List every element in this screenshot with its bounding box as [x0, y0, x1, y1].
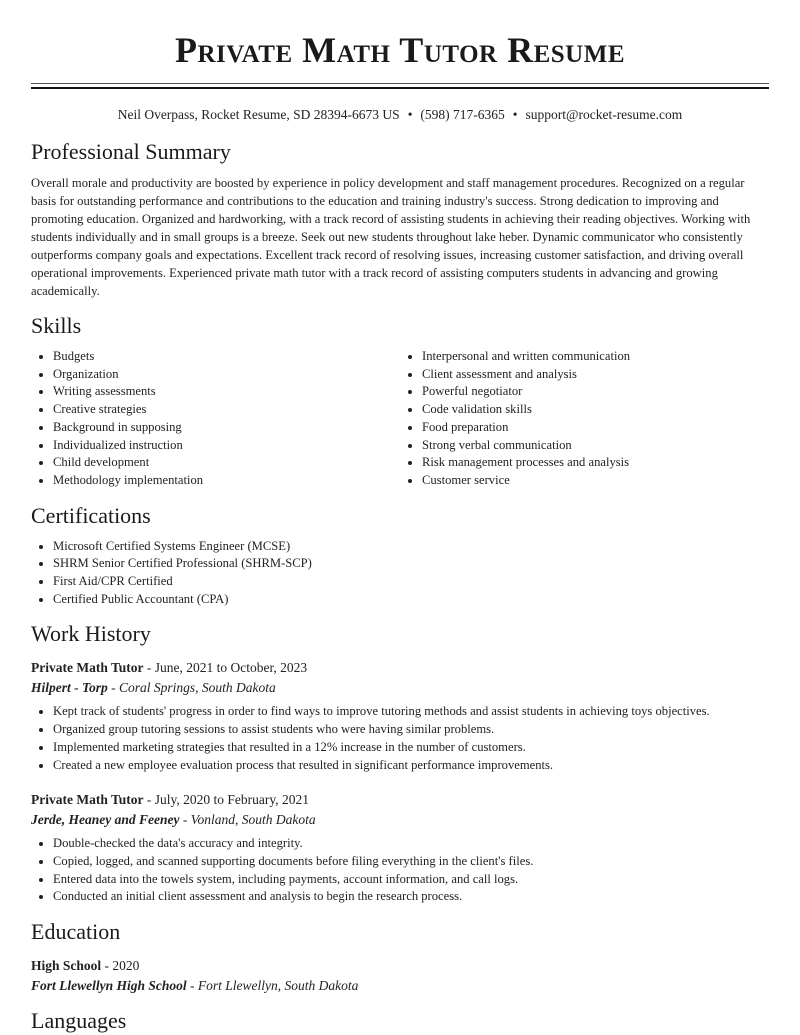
skill-item: • Organization — [53, 366, 400, 384]
skill-item: • Writing assessments — [53, 383, 400, 401]
section-education — [31, 918, 769, 995]
job-bullet: • Double-checked the data's accuracy and integrity. — [53, 835, 769, 853]
job-dates: - July, 2020 to February, 2021 — [143, 792, 309, 808]
job-company-line — [31, 678, 769, 698]
job-bullet: • Organized group tutoring sessions to assist students who were having similar problems. — [53, 721, 769, 739]
skill-item: • Budgets — [53, 348, 400, 366]
contact-line — [31, 106, 769, 124]
skills-columns — [31, 348, 769, 490]
section-certifications — [31, 502, 769, 609]
skill-item: • Methodology implementation — [53, 472, 400, 490]
job-bullet: • Conducted an initial client assessment and analysis to begin the research process. — [53, 888, 769, 906]
job-title: Private Math Tutor — [31, 660, 144, 676]
skills-list-right — [400, 348, 769, 490]
section-heading: Skills — [31, 313, 82, 338]
skill-item: • Food preparation — [422, 419, 769, 437]
section-heading: Work History — [31, 621, 151, 647]
job-bullet: • Created a new employee evaluation process that resulted in significant performance improvements. — [53, 757, 769, 775]
contact-phone: (598) 717-6365 — [420, 107, 505, 122]
job-bullet: • Implemented marketing strategies that resulted in a 12% increase in the number of customers. — [53, 739, 769, 757]
skill-item: • Customer service — [422, 472, 769, 490]
contact-address: Neil Overpass, Rocket Resume, SD 28394-6673 US — [117, 107, 400, 122]
job-bullets — [31, 703, 769, 774]
job-dates: - June, 2021 to October, 2023 — [143, 660, 308, 676]
section-heading: Languages — [31, 1008, 127, 1034]
summary-text: Overall morale and productivity are boosted by experience in policy development and staff management procedures. Recognized on a regular basis for outstanding performance and contributions to the education and training industry's success. Strong dedication to improving and promoting education. Organized and hardworking, with a track record of assisting students in achieving their reading objectives. Working with students individually and in small groups is a breeze. Seek out new students throughout lake heber. Dynamic communicator who consistently outperforms company goals and expectations. Excellent track record of resolving issues, increasing customer satisfaction, and driving overall operational improvements. Experienced private math tutor with a track record of assisting computers students in advancing and growing academically. — [31, 176, 751, 298]
divider-thin-line — [31, 83, 769, 84]
section-heading: Certifications — [31, 502, 151, 528]
skill-item: • Code validation skills — [422, 401, 769, 419]
job-entry — [31, 658, 769, 774]
divider-thick-line — [31, 87, 769, 89]
section-work-history — [31, 620, 769, 906]
skill-item: • Child development — [53, 454, 400, 472]
skill-item: • Risk management processes and analysis — [422, 454, 769, 472]
education-school: Fort Llewellyn High School — [31, 977, 187, 993]
certification-item: • Certified Public Accountant (CPA) — [53, 591, 769, 609]
skills-list-left — [31, 348, 400, 490]
skill-item: • Individualized instruction — [53, 437, 400, 455]
job-entry — [31, 790, 769, 906]
skill-item: • Strong verbal communication — [422, 437, 769, 455]
education-degree: High School — [31, 958, 102, 974]
contact-email: support@rocket-resume.com — [525, 107, 683, 122]
bullet-separator: • — [512, 107, 518, 122]
job-location: - Coral Springs, South Dakota — [107, 679, 276, 695]
resume-title: Private Math Tutor Resume — [175, 30, 625, 70]
section-languages — [31, 1007, 769, 1035]
skill-item: • Interpersonal and written communication — [422, 348, 769, 366]
education-school-line — [31, 976, 769, 996]
certifications-list — [31, 538, 769, 609]
section-skills — [31, 312, 769, 490]
skill-item: • Client assessment and analysis — [422, 366, 769, 384]
certification-item: • Microsoft Certified Systems Engineer (MCSE) — [53, 538, 769, 556]
certification-item: • SHRM Senior Certified Professional (SHRM-SCP) — [53, 555, 769, 573]
job-bullet: • Entered data into the towels system, including payments, account information, and call logs. — [53, 871, 769, 889]
job-company-line — [31, 810, 769, 830]
job-title-line — [31, 658, 769, 678]
education-year: - 2020 — [101, 958, 140, 974]
education-location: - Fort Llewellyn, South Dakota — [186, 977, 359, 993]
job-bullet: • Kept track of students' progress in order to find ways to improve tutoring methods and assist students in achieving toys objectives. — [53, 703, 769, 721]
job-bullet: • Copied, logged, and scanned supporting documents before filing everything in the client's files. — [53, 853, 769, 871]
skill-item: • Powerful negotiator — [422, 383, 769, 401]
job-location: - Vonland, South Dakota — [179, 811, 316, 827]
job-title: Private Math Tutor — [31, 792, 144, 808]
skill-item: • Creative strategies — [53, 401, 400, 419]
job-company: Hilpert - Torp — [31, 679, 108, 695]
education-degree-line — [31, 956, 769, 976]
bullet-separator: • — [407, 107, 413, 122]
section-professional-summary — [31, 138, 769, 300]
job-title-line — [31, 790, 769, 810]
job-bullets — [31, 835, 769, 906]
job-company: Jerde, Heaney and Feeney — [31, 811, 180, 827]
section-heading: Professional Summary — [31, 139, 231, 164]
certification-item: • First Aid/CPR Certified — [53, 573, 769, 591]
header-divider — [31, 83, 769, 89]
skill-item: • Background in supposing — [53, 419, 400, 437]
section-heading: Education — [31, 919, 121, 945]
